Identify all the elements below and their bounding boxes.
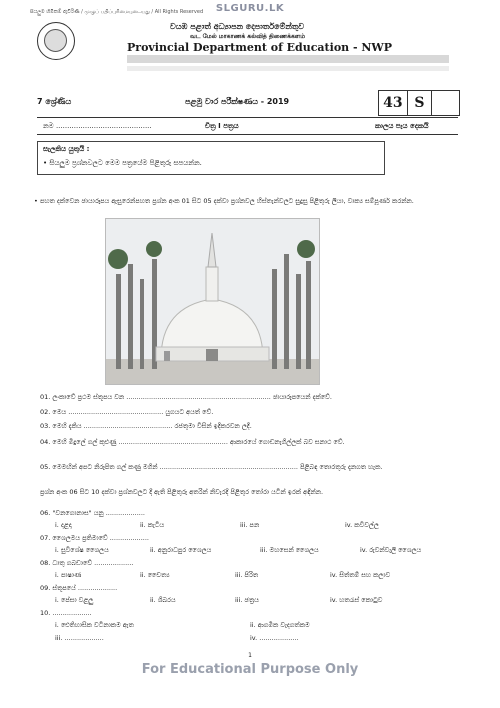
- notes-box: [37, 141, 385, 175]
- header-divider-light: [127, 66, 449, 71]
- question-10: 10. ...................: [40, 609, 92, 617]
- q06-option-1[interactable]: i. දළදා: [55, 521, 72, 529]
- question-08: 08. ධාතු ගබඩාවේ ...................: [40, 559, 134, 567]
- subject-code-box: [378, 90, 460, 116]
- q09-option-4[interactable]: iv. හතරැස් කොටුව: [330, 596, 383, 604]
- notes-text: • සියලුම ප්‍රශ්නවලට මෙම පත්‍රයේම පිළිතුරු සපයන්න.: [43, 159, 202, 167]
- term-label: පළමු වාර පරීක්ෂණය - 2019: [185, 97, 290, 106]
- q07-option-4[interactable]: iv. රුවන්වැලි ශෛලය: [360, 546, 422, 554]
- q06-option-4[interactable]: iv. කවිවල්ල: [345, 521, 379, 529]
- page-number: 1: [248, 652, 252, 659]
- question-04: 04. මෙහි මිදුලේ ගල් කුළුණු ..................................................... ආකාරයේ ගොඩනැගිල්ලක් බව සනාථ වේ.: [40, 438, 345, 446]
- q10-option-3[interactable]: iii. ...................: [55, 634, 104, 642]
- q07-option-1[interactable]: i. සුවිශේෂ ශෛලය: [55, 546, 109, 554]
- header-sinhala: වයඹ පළාත් අධ්‍යාපන දෙපාර්තමේන්තුව: [170, 22, 305, 31]
- header-english: Provincial Department of Education - NWP: [127, 41, 393, 54]
- paper-label: චිත්‍ර I පත්‍රය: [205, 122, 239, 130]
- q10-option-2[interactable]: ii. ආගමික වැදගත්කම: [250, 621, 310, 629]
- q07-option-2[interactable]: ii. අනුරාධපුර ශෛලය: [150, 546, 212, 554]
- instruction-text: • පහත දක්වෙන ඡායාරූපය ඇසුරෙන්පහත ප්‍රශ්න අංක 01 සිට 05 දක්වා ප්‍රශ්නවල හිස්තැන්වලට සුදුසු පිළිතුරු ලියා, වාක්‍ය සම්පූර්ණ කරන්න.: [34, 197, 414, 205]
- medium-letter: S: [408, 91, 433, 115]
- emblem-icon: [37, 22, 75, 60]
- site-watermark-top: SLGURU.LK: [215, 3, 285, 14]
- q09-option-1[interactable]: i. පේසා වළලු: [55, 596, 94, 604]
- name-row: [37, 117, 458, 135]
- q08-option-3[interactable]: iii. පිරිත: [235, 571, 259, 579]
- q06-option-2[interactable]: ii. කැටිය: [140, 521, 165, 529]
- q08-option-4[interactable]: iv. සිත්තම් සහ කලාව: [330, 571, 391, 579]
- question-01: 01. ලංකාවේ ප්‍රථම ස්තූපය වන ...................................................................... ඡායාරූපයෙන් දක්වේ.: [40, 393, 332, 401]
- q10-option-1[interactable]: i. ඓතිහාසික වටිනාකම ඇත: [55, 621, 134, 629]
- question-03: 03. මෙහි දැකිය ........................................... රජතුමා විසින් ඉදිකරවන ලදී.: [40, 422, 252, 430]
- bullet-icon: •: [34, 197, 38, 205]
- q09-option-3[interactable]: iii. ඡත්‍රය: [235, 596, 259, 604]
- grade-label: 7 ශ්‍රේණිය: [37, 97, 72, 106]
- q08-option-2[interactable]: ii. චෛත්‍ය: [140, 571, 170, 579]
- q10-option-4[interactable]: iv. ...................: [250, 634, 299, 642]
- q06-option-3[interactable]: iii. පන: [240, 521, 260, 529]
- notes-heading: සැලකිය යුතුයි :: [43, 145, 90, 153]
- instruction-mcq: ප්‍රශ්න අංක 06 සිට 10 දක්වා ප්‍රශ්නවලට දී ඇති පිළිතුරු අතරින් නිවැරදි පිළිතුර තෝරා යටින් ඉරක් අඳින්න.: [40, 488, 324, 496]
- question-09: 09. ස්තූපයේ ...................: [40, 584, 118, 592]
- header-tamil: வட மேல் மாகாணக் கல்வித் திணைக்களம்: [190, 33, 306, 40]
- time-label: කාලය පැය දෙකයි: [375, 122, 429, 130]
- site-watermark-bottom: For Educational Purpose Only: [141, 662, 359, 677]
- question-05: 05. මෙමඟින් අපට නිරූපිත ගල් කණු මගින් ................................................................... පිළිබඳ තොරතුරු දැනගත හැක.: [40, 463, 383, 471]
- copyright-line: සියලුම හිමිකම් ඇවිරිණි / முழுப் பதிப்புரிமையுடையது / All Rights Reserved: [30, 9, 204, 15]
- question-02: 02. මෙය .............................................. යුගයට අයත් වේ.: [40, 408, 214, 416]
- question-06: 06. "වනගොනාස" යනු ...................: [40, 509, 145, 517]
- header-divider: [127, 55, 449, 63]
- question-07: 07. ශෛලමය ප්‍රතිමාවේ ...................: [40, 534, 150, 542]
- name-field[interactable]: නම ...........................................: [43, 122, 152, 130]
- q08-option-1[interactable]: i. පාෂාණ: [55, 571, 82, 579]
- subject-code: 43: [379, 91, 408, 115]
- blank-cell: [432, 91, 459, 115]
- q09-option-2[interactable]: ii. ශිඛරය: [150, 596, 176, 604]
- stupa-photo: [105, 218, 320, 385]
- q07-option-3[interactable]: iii. මහසෙන් ශෛලය: [260, 546, 319, 554]
